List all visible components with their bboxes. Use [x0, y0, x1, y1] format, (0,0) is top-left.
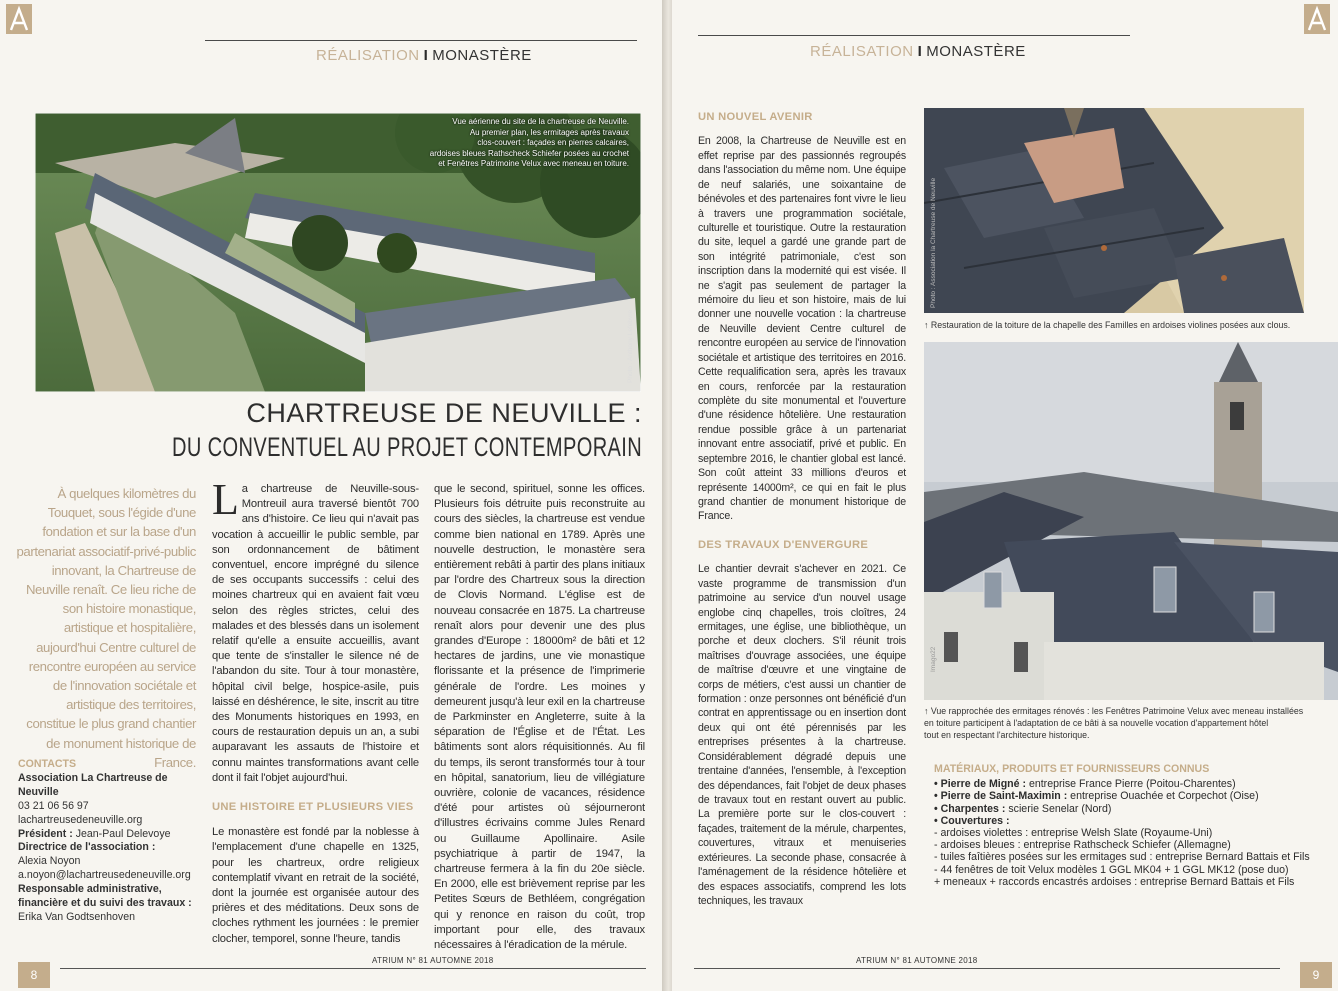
footer-rule [694, 968, 1280, 969]
atrium-logo-icon [1304, 4, 1330, 34]
contact-name: Alexia Noyon [18, 855, 81, 868]
contact-name: Jean-Paul Delevoye [72, 827, 171, 840]
left-page [0, 0, 666, 991]
material-supplier: entreprise France Pierre (Poitou-Charentes) [1026, 778, 1236, 791]
caption-line: en toiture participent à l'adaptation de ce bâti à sa nouvelle vocation d'appartement hôtel [924, 718, 1269, 728]
caption-line: Au premier plan, les ermitages après travaux [469, 127, 629, 137]
paragraph: Le chantier devrait s'achever en 2021. Ce vaste programme de transmission d'un patrimoine au service d'un nouvel usage englobe cinq chapelles, trois cloîtres, 24 ermitages, une église, une bibliothèque, un porche et deux clochers. S'il réunit trois maîtrises d'ouvrage associées, une équipe de maîtrise d'œuvre et une vingtaine de corps de métiers, c'est aussi un chantier de formation : onze personnes ont bénéficié d'un contrat en apprentissage ou en insertion dont deux qui ont été pérennisés par les entreprises présentes à la chartreuse. Considérablement dégradé depuis une trentaine d'années, l'ensemble, à l'exception des dépendances, fait l'objet de deux phases de travaux tout en restant ouvert au public. La première porte sur le clos-couvert : façades, traitement de la mérule, charpentes, couvertures, vitraux et menuiseries extérieures. La seconde phase, consacrée à l'aménagement de la résidence hôtelière et des espaces associatifs, comprend les lots techniques, les travaux [698, 563, 906, 907]
section-header-topic: MONASTÈRE [432, 47, 532, 64]
caption-text: Restauration de la toiture de la chapelle des Familles en ardoises violines posées aux clous. [930, 320, 1291, 330]
materials-heading: MATÉRIAUX, PRODUITS ET FOURNISSEURS CONNUS [934, 763, 1210, 775]
hermitages-photo-caption [924, 705, 1334, 741]
article-intro: À quelques kilomètres du Touquet, sous l'égide d'une fondation et sur la base d'un partenariat associatif-privé-public innovant, la Chartreuse de Neuville renaît. Ce lieu riche de son histoire monastique, artistique et hospitalière, aujourd'hui Centre culturel de rencontre européen au service de l'innovation sociétale et artistique des territoires, constitue le plus grand chantier de monument historique de France. [16, 486, 196, 770]
contact-org: Association La Chartreuse de Neuville [18, 771, 168, 798]
materials-box [934, 763, 1324, 888]
subheading: DES TRAVAUX D'ENVERGURE [698, 538, 869, 551]
contact-role: Responsable administrative, financière et du suivi des travaux : [18, 883, 192, 910]
footer-issue: ATRIUM N° 81 AUTOMNE 2018 [372, 956, 494, 965]
contacts-box [18, 758, 208, 925]
contact-name: Erika Van Godtsenhoven [18, 910, 135, 923]
article-title-line2: DU CONVENTUEL AU PROJET CONTEMPORAIN [171, 432, 642, 462]
material-supplier: entreprise Ouachée et Corpechot (Oise) [1067, 790, 1259, 803]
caption-line: clos-couvert : façades en pierres calcaires, [477, 138, 629, 147]
section-header-category: RÉALISATION [316, 47, 420, 64]
aerial-photo-caption [409, 117, 629, 170]
section-header-topic: MONASTÈRE [926, 43, 1026, 60]
roof-photo-caption [924, 319, 1314, 331]
atrium-logo-icon [6, 4, 32, 34]
photo-credit: Photo : Association la Chartreuse de Neuville [930, 177, 937, 308]
text-column-2 [434, 482, 645, 953]
subheading: UNE HISTOIRE ET PLUSIEURS VIES [212, 801, 414, 814]
photo-credit: Photo : Anthony Lefebvre [627, 310, 634, 383]
caption-line: Vue aérienne du site de la chartreuse de Neuville. [452, 117, 629, 126]
material-item: - ardoises bleues : entreprise Rathscheck Schiefer (Allemagne) [934, 839, 1231, 852]
paragraph: que le second, spirituel, sonne les offices. Plusieurs fois détruite puis reconstruite au cours des siècles, la chartreuse est vendue comme bien national en 1789. Après une nouvelle destruction, le monastère sera entièrement rebâti à partir des plans initiaux par l'ordre des Chartreux sous la direction de Clovis Normand. L'église est de nouveau consacrée en 1875. La chartreuse renaît alors pour devenir une des plus grandes d'Europe : 18000m² de bâti et 12 hectares de jardins, une vie monastique florissante et la présence de l'imprimerie générale de l'ordre. Les moines y demeurent jusqu'à leur exil en la chartreuse de Parkminster en Angleterre, suite à la séparation de l'Église et de l'État. Les bâtiments sont alors réquisitionnés. Au fil du temps, ils seront transformés tour à tour en hôpital, sanatorium, lieu de villégiature ouvrière, colonie de vacances, résidence d'été pour artistes où séjourneront d'illustres écrivains comme Jules Renard ou Guillaume Apollinaire. Asile psychiatrique à partir de 1947, la chartreuse fermera à la fin du 20e siècle. En 2000, elle est brièvement reprise par les Petites Sœurs de Bethléem, congrégation qui y renonce en raison du coût, trop important pour elle, des travaux nécessaires à l'éradication de la mérule. [434, 483, 645, 952]
roof-slate-photo [924, 108, 1304, 313]
section-header-separator: I [423, 47, 429, 64]
section-header-category: RÉALISATION [810, 43, 914, 60]
contact-phone: 03 21 06 56 97 [18, 799, 89, 812]
header-rule [698, 35, 1130, 36]
caption-line: Vue rapprochée des ermitages rénovés : les Fenêtres Patrimoine Velux avec meneau installées [930, 706, 1304, 716]
material-label: • Pierre de Saint-Maximin : [934, 790, 1068, 803]
text-column-3 [698, 110, 906, 908]
contacts-heading: CONTACTS [18, 758, 77, 770]
paragraph: a chartreuse de Neuville-sous-Montreuil aura traversé bientôt 700 ans d'histoire. Ce lieu qui n'avait pas vocation à accueillir le public semble, par son ordonnancement de bâtiment conventuel, encore imprégné du silence de ses occupants successifs : celui des moines chartreux qui en avaient fait vœu selon des règles strictes, celui des malades et des blessés dans un isolement relatif qu'elle a ensuite accueillis, avant que tente de s'installer le silence né de l'abandon du site. Tour à tour monastère, hôpital civil belge, hospice-asile, puis laissé en déshérence, le site, inscrit au titre des Monuments historiques en 1993, en cours de restauration depuis un an, a subi auparavant les assauts de l'histoire et connu maintes transformations avant celle dont il fait l'objet aujourd'hui. [212, 483, 419, 784]
section-header [316, 47, 532, 64]
material-item: - tuiles faîtières posées sur les ermitages sud : entreprise Bernard Battais et Fils [934, 851, 1310, 864]
material-item: - ardoises violettes : entreprise Welsh Slate (Royaume-Uni) [934, 827, 1213, 840]
footer-issue: ATRIUM N° 81 AUTOMNE 2018 [856, 956, 978, 965]
arrow-icon: ↑ [924, 320, 931, 330]
contact-role: Directrice de l'association : [18, 841, 156, 854]
aerial-photo [35, 113, 641, 392]
drop-cap: L [212, 475, 239, 524]
text-column-1 [212, 475, 419, 947]
material-label: • Pierre de Migné : [934, 778, 1027, 791]
contact-email: a.noyon@lachartreusedeneuville.org [18, 869, 191, 882]
header-rule [205, 40, 637, 41]
paragraph: En 2008, la Chartreuse de Neuville est en effet reprise par des passionnés regroupés dans l'association du même nom. Une équipe de neuf salariés, une soixantaine de bénévoles et des partenaires font vivre le lieu à travers une programmation sociétale, culturelle et touristique. Outre la restauration du site, lequel a gardé une grande part de son intégrité patrimoniale, c'est son inscription dans la modernité qui est visée. Il ne s'agit pas seulement de partager la mémoire du lieu et son histoire, mais de lui donner une nouvelle vocation : la chartreuse de Neuville devient Centre culturel de rencontre européen au service de l'innovation sociétale et artistique des territoires en 2016. Cette requalification sera, après les travaux en cours, renforcée par la restauration complète du site monumental et l'ouverture d'une résidence hôtelière. Une restauration rendue possible grâce à un partenariat innovant entre associatif, privé et public. En septembre 2016, le chantier global est lancé. Son coût atteint 33 millions d'euros et représente 14000m², ce qui en fait le plus grand chantier de monument historique de France. [698, 135, 906, 523]
photo-credit: Imago22 [930, 646, 937, 672]
section-header-separator: I [917, 43, 923, 60]
caption-line: tout en respectant l'architecture historique. [924, 730, 1090, 740]
contact-role: Président : [18, 827, 73, 840]
caption-line: et Fenêtres Patrimoine Velux avec meneau en toiture. [438, 159, 629, 168]
material-item: + meneaux + raccords encastrés ardoises : entreprise Bernard Battais et Fils [934, 875, 1295, 888]
page-number: 9 [1300, 962, 1332, 988]
material-label: • Charpentes : [934, 802, 1006, 815]
article-title-line1: CHARTREUSE DE NEUVILLE : [246, 398, 642, 428]
material-item: - 44 fenêtres de toit Velux modèles 1 GGL MK04 + 1 GGL MK12 (pose duo) [934, 863, 1289, 876]
section-header [810, 43, 1026, 60]
right-page [672, 0, 1338, 991]
paragraph: Le monastère est fondé par la noblesse à l'emplacement d'une chapelle en 1325, pour les chartreux, ordre religieux contemplatif vivant en retrait de la société, dont la journée est organisée autour des prières et des méditations. Deux sons de cloches rythment les journées : le premier clocher, temporel, sonne l'heure, tandis [212, 826, 419, 945]
footer-rule [60, 968, 646, 969]
page-number: 8 [18, 962, 50, 988]
arrow-icon: ↑ [924, 706, 931, 716]
subheading: UN NOUVEL AVENIR [698, 111, 813, 123]
caption-line: ardoises bleues Rathscheck Schiefer posées au crochet [429, 148, 629, 158]
contact-website: lachartreusedeneuville.org [18, 813, 143, 826]
material-label: • Couvertures : [934, 814, 1010, 827]
hermitages-photo [924, 342, 1338, 700]
material-supplier: scierie Senelar (Nord) [1005, 802, 1112, 815]
